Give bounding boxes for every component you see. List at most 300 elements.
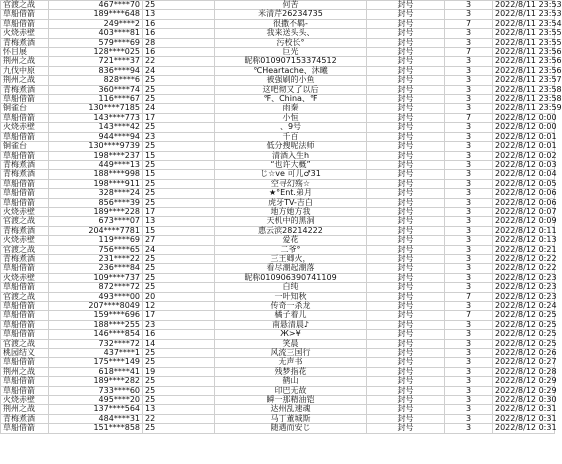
nickname-cell[interactable]: 被强刷的小鱼 (215, 76, 367, 85)
days-cell[interactable]: 3 (445, 386, 493, 395)
level-cell[interactable]: 20 (143, 292, 215, 301)
action-cell[interactable]: 封号 (367, 236, 445, 245)
level-cell[interactable]: 24 (143, 104, 215, 113)
server-cell[interactable]: 荆州之战 (1, 76, 49, 85)
level-cell[interactable]: 13 (143, 217, 215, 226)
user-id-cell[interactable]: 143****42 (49, 123, 143, 132)
server-cell[interactable]: 草船借箭 (1, 189, 49, 198)
server-cell[interactable]: 青梅煮酒 (1, 160, 49, 169)
user-id-cell[interactable]: 721****37 (49, 57, 143, 66)
days-cell[interactable]: 3 (445, 377, 493, 386)
nickname-cell[interactable]: 笑晨 (215, 339, 367, 348)
nickname-cell[interactable]: 爱花 (215, 236, 367, 245)
level-cell[interactable]: 17 (143, 207, 215, 216)
timestamp-cell[interactable]: 2022/8/12 0:04 (493, 170, 555, 179)
nickname-cell[interactable]: 空寻幻殇☆ (215, 179, 367, 188)
level-cell[interactable]: 25 (143, 160, 215, 169)
days-cell[interactable]: 3 (445, 302, 493, 311)
user-id-cell[interactable]: 231****22 (49, 254, 143, 263)
user-id-cell[interactable]: 189****282 (49, 377, 143, 386)
timestamp-cell[interactable]: 2022/8/12 0:23 (493, 292, 555, 301)
timestamp-cell[interactable]: 2022/8/12 0:28 (493, 367, 555, 376)
nickname-cell[interactable]: 天机中的黑洞 (215, 217, 367, 226)
timestamp-cell[interactable]: 2022/8/11 23:55 (493, 38, 555, 47)
days-cell[interactable]: 3 (445, 151, 493, 160)
timestamp-cell[interactable]: 2022/8/12 0:22 (493, 264, 555, 273)
user-id-cell[interactable]: 188****998 (49, 170, 143, 179)
level-cell[interactable]: 15 (143, 226, 215, 235)
action-cell[interactable]: 封号 (367, 48, 445, 57)
timestamp-cell[interactable]: 2022/8/12 0:13 (493, 236, 555, 245)
timestamp-cell[interactable]: 2022/8/12 0:11 (493, 226, 555, 235)
user-id-cell[interactable]: 467****70 (49, 1, 143, 10)
server-cell[interactable]: 草船借箭 (1, 179, 49, 188)
user-id-cell[interactable]: 732****72 (49, 339, 143, 348)
nickname-cell[interactable]: 、9号 (215, 123, 367, 132)
server-cell[interactable]: 草船借箭 (1, 424, 49, 433)
days-cell[interactable]: 3 (445, 339, 493, 348)
user-id-cell[interactable]: 493****00 (49, 292, 143, 301)
timestamp-cell[interactable]: 2022/8/12 0:25 (493, 339, 555, 348)
server-cell[interactable]: 官渡之战 (1, 245, 49, 254)
user-id-cell[interactable]: 189****228 (49, 207, 143, 216)
user-id-cell[interactable]: 198****237 (49, 151, 143, 160)
nickname-cell[interactable]: ★°Ent.弟月 (215, 189, 367, 198)
nickname-cell[interactable]: 二爷° (215, 245, 367, 254)
days-cell[interactable]: 3 (445, 160, 493, 169)
days-cell[interactable]: 3 (445, 123, 493, 132)
user-id-cell[interactable]: 495****20 (49, 396, 143, 405)
days-cell[interactable]: 3 (445, 57, 493, 66)
user-id-cell[interactable]: 856****39 (49, 198, 143, 207)
user-id-cell[interactable]: 137****564 (49, 405, 143, 414)
action-cell[interactable]: 封号 (367, 273, 445, 282)
nickname-cell[interactable]: 无声书 (215, 358, 367, 367)
level-cell[interactable]: 25 (143, 377, 215, 386)
server-cell[interactable]: 铜雀台 (1, 104, 49, 113)
level-cell[interactable]: 28 (143, 38, 215, 47)
nickname-cell[interactable]: 何苦 (215, 1, 367, 10)
user-id-cell[interactable]: 159****696 (49, 311, 143, 320)
user-id-cell[interactable]: 449****13 (49, 160, 143, 169)
nickname-cell[interactable]: 巨光 (215, 48, 367, 57)
server-cell[interactable]: 官渡之战 (1, 217, 49, 226)
level-cell[interactable]: 19 (143, 367, 215, 376)
server-cell[interactable]: 荆州之战 (1, 405, 49, 414)
server-cell[interactable]: 青梅煮酒 (1, 226, 49, 235)
nickname-cell[interactable]: 虎牙TV-吉白 (215, 198, 367, 207)
level-cell[interactable]: 12 (143, 302, 215, 311)
timestamp-cell[interactable]: 2022/8/12 0:27 (493, 358, 555, 367)
nickname-cell[interactable]: 惠云滨28214222 (215, 226, 367, 235)
user-id-cell[interactable]: 437****1 (49, 349, 143, 358)
nickname-cell[interactable]: 低分搜呢法师 (215, 142, 367, 151)
action-cell[interactable]: 封号 (367, 1, 445, 10)
level-cell[interactable]: 25 (143, 198, 215, 207)
days-cell[interactable]: 3 (445, 1, 493, 10)
nickname-cell[interactable]: 鹤山 (215, 377, 367, 386)
level-cell[interactable]: 25 (143, 76, 215, 85)
days-cell[interactable]: 3 (445, 189, 493, 198)
timestamp-cell[interactable]: 2022/8/12 0:09 (493, 217, 555, 226)
days-cell[interactable]: 3 (445, 367, 493, 376)
action-cell[interactable]: 封号 (367, 292, 445, 301)
action-cell[interactable]: 封号 (367, 264, 445, 273)
timestamp-cell[interactable]: 2022/8/12 0:24 (493, 302, 555, 311)
server-cell[interactable]: 火烧赤壁 (1, 236, 49, 245)
timestamp-cell[interactable]: 2022/8/12 0:00 (493, 123, 555, 132)
days-cell[interactable]: 7 (445, 19, 493, 28)
server-cell[interactable]: 草船借箭 (1, 151, 49, 160)
server-cell[interactable]: 草船借箭 (1, 311, 49, 320)
level-cell[interactable]: 13 (143, 10, 215, 19)
level-cell[interactable]: 25 (143, 283, 215, 292)
level-cell[interactable]: 14 (143, 339, 215, 348)
days-cell[interactable]: 7 (445, 311, 493, 320)
timestamp-cell[interactable]: 2022/8/11 23:57 (493, 76, 555, 85)
server-cell[interactable]: 草船借箭 (1, 320, 49, 329)
server-cell[interactable]: 草船借箭 (1, 377, 49, 386)
timestamp-cell[interactable]: 2022/8/12 0:03 (493, 160, 555, 169)
action-cell[interactable]: 封号 (367, 170, 445, 179)
days-cell[interactable]: 3 (445, 245, 493, 254)
action-cell[interactable]: 封号 (367, 349, 445, 358)
days-cell[interactable]: 7 (445, 48, 493, 57)
days-cell[interactable]: 3 (445, 29, 493, 38)
level-cell[interactable]: 25 (143, 273, 215, 282)
server-cell[interactable]: 桃园结义 (1, 349, 49, 358)
action-cell[interactable]: 封号 (367, 85, 445, 94)
action-cell[interactable]: 封号 (367, 179, 445, 188)
days-cell[interactable]: 3 (445, 198, 493, 207)
days-cell[interactable]: 3 (445, 236, 493, 245)
days-cell[interactable]: 7 (445, 292, 493, 301)
days-cell[interactable]: 3 (445, 283, 493, 292)
nickname-cell[interactable]: 南悬清晨♪ (215, 320, 367, 329)
timestamp-cell[interactable]: 2022/8/12 0:06 (493, 198, 555, 207)
nickname-cell[interactable]: じ☆ve 可儿♂31 (215, 170, 367, 179)
nickname-cell[interactable]: ℉、China、℉ (215, 95, 367, 104)
user-id-cell[interactable]: 119****69 (49, 236, 143, 245)
level-cell[interactable]: 25 (143, 95, 215, 104)
nickname-cell[interactable]: 清酒入生h (215, 151, 367, 160)
timestamp-cell[interactable]: 2022/8/12 0:01 (493, 142, 555, 151)
level-cell[interactable]: 25 (143, 349, 215, 358)
server-cell[interactable]: 荆州之战 (1, 367, 49, 376)
level-cell[interactable]: 25 (143, 123, 215, 132)
nickname-cell[interactable]: 传奇一杀龙 (215, 302, 367, 311)
server-cell[interactable]: 官渡之战 (1, 1, 49, 10)
server-cell[interactable]: 官渡之战 (1, 339, 49, 348)
action-cell[interactable]: 封号 (367, 38, 445, 47)
nickname-cell[interactable]: 污校长° (215, 38, 367, 47)
user-id-cell[interactable]: 360****74 (49, 85, 143, 94)
timestamp-cell[interactable]: 2022/8/12 0:26 (493, 349, 555, 358)
days-cell[interactable]: 3 (445, 10, 493, 19)
nickname-cell[interactable]: 白纯 (215, 283, 367, 292)
server-cell[interactable]: 火烧赤壁 (1, 29, 49, 38)
days-cell[interactable]: 3 (445, 358, 493, 367)
nickname-cell[interactable]: 残梦指花 (215, 367, 367, 376)
user-id-cell[interactable]: 403****81 (49, 29, 143, 38)
server-cell[interactable]: 青梅煮酒 (1, 414, 49, 423)
days-cell[interactable]: 3 (445, 414, 493, 423)
user-id-cell[interactable]: 236****84 (49, 264, 143, 273)
days-cell[interactable]: 3 (445, 85, 493, 94)
user-id-cell[interactable]: 673****07 (49, 217, 143, 226)
nickname-cell[interactable]: 昵称010907153374512 (215, 57, 367, 66)
timestamp-cell[interactable]: 2022/8/12 0:31 (493, 424, 555, 433)
nickname-cell[interactable]: 米清芹26234735 (215, 10, 367, 19)
days-cell[interactable]: 3 (445, 264, 493, 273)
timestamp-cell[interactable]: 2022/8/11 23:56 (493, 48, 555, 57)
timestamp-cell[interactable]: 2022/8/12 0:31 (493, 414, 555, 423)
timestamp-cell[interactable]: 2022/8/11 23:58 (493, 85, 555, 94)
user-id-cell[interactable]: 130****9739 (49, 142, 143, 151)
days-cell[interactable]: 3 (445, 217, 493, 226)
server-cell[interactable]: 火烧赤壁 (1, 207, 49, 216)
nickname-cell[interactable]: ℃Heartache、沐曦 (215, 66, 367, 75)
level-cell[interactable]: 25 (143, 142, 215, 151)
user-id-cell[interactable]: 109****737 (49, 273, 143, 282)
days-cell[interactable]: 3 (445, 320, 493, 329)
days-cell[interactable]: 3 (445, 170, 493, 179)
nickname-cell[interactable]: 印巴无故 (215, 386, 367, 395)
action-cell[interactable]: 封号 (367, 123, 445, 132)
nickname-cell[interactable]: 三王卿火， (215, 254, 367, 263)
user-id-cell[interactable]: 944****94 (49, 132, 143, 141)
level-cell[interactable]: 16 (143, 48, 215, 57)
level-cell[interactable]: 25 (143, 386, 215, 395)
action-cell[interactable]: 封号 (367, 66, 445, 75)
action-cell[interactable]: 封号 (367, 377, 445, 386)
server-cell[interactable]: 火烧赤壁 (1, 273, 49, 282)
nickname-cell[interactable]: 地方她方我 (215, 207, 367, 216)
action-cell[interactable]: 封号 (367, 57, 445, 66)
action-cell[interactable]: 封号 (367, 424, 445, 433)
action-cell[interactable]: 封号 (367, 104, 445, 113)
action-cell[interactable]: 封号 (367, 302, 445, 311)
action-cell[interactable]: 封号 (367, 95, 445, 104)
nickname-cell[interactable]: 达州乱速魂 (215, 405, 367, 414)
level-cell[interactable]: 17 (143, 113, 215, 122)
level-cell[interactable]: 25 (143, 1, 215, 10)
action-cell[interactable]: 封号 (367, 245, 445, 254)
days-cell[interactable]: 3 (445, 95, 493, 104)
action-cell[interactable]: 封号 (367, 330, 445, 339)
action-cell[interactable]: 封号 (367, 113, 445, 122)
user-id-cell[interactable]: 130****7185 (49, 104, 143, 113)
user-id-cell[interactable]: 484****31 (49, 414, 143, 423)
level-cell[interactable]: 13 (143, 405, 215, 414)
level-cell[interactable]: 24 (143, 245, 215, 254)
days-cell[interactable]: 7 (445, 113, 493, 122)
days-cell[interactable]: 3 (445, 273, 493, 282)
nickname-cell[interactable]: 随遇而安じ (215, 424, 367, 433)
nickname-cell[interactable]: 很撒不羁- (215, 19, 367, 28)
server-cell[interactable]: 火烧赤壁 (1, 123, 49, 132)
level-cell[interactable]: 25 (143, 396, 215, 405)
user-id-cell[interactable]: 328****24 (49, 189, 143, 198)
action-cell[interactable]: 封号 (367, 320, 445, 329)
timestamp-cell[interactable]: 2022/8/12 0:25 (493, 311, 555, 320)
level-cell[interactable]: 24 (143, 66, 215, 75)
server-cell[interactable]: 火烧赤壁 (1, 396, 49, 405)
level-cell[interactable]: 16 (143, 19, 215, 28)
days-cell[interactable]: 3 (445, 330, 493, 339)
action-cell[interactable]: 封号 (367, 311, 445, 320)
level-cell[interactable]: 25 (143, 254, 215, 263)
timestamp-cell[interactable]: 2022/8/12 0:25 (493, 330, 555, 339)
days-cell[interactable]: 3 (445, 142, 493, 151)
timestamp-cell[interactable]: 2022/8/12 0:23 (493, 283, 555, 292)
user-id-cell[interactable]: 733****60 (49, 386, 143, 395)
nickname-cell[interactable]: 看尽潮起潮落 (215, 264, 367, 273)
server-cell[interactable]: 草船借箭 (1, 198, 49, 207)
timestamp-cell[interactable]: 2022/8/12 0:00 (493, 113, 555, 122)
action-cell[interactable]: 封号 (367, 396, 445, 405)
nickname-cell[interactable]: “也许大概” (215, 160, 367, 169)
server-cell[interactable]: 官渡之战 (1, 292, 49, 301)
server-cell[interactable]: 草船借箭 (1, 302, 49, 311)
user-id-cell[interactable]: 188****255 (49, 320, 143, 329)
server-cell[interactable]: 青梅煮酒 (1, 254, 49, 263)
action-cell[interactable]: 封号 (367, 367, 445, 376)
level-cell[interactable]: 16 (143, 29, 215, 38)
level-cell[interactable]: 25 (143, 424, 215, 433)
level-cell[interactable]: 25 (143, 179, 215, 188)
action-cell[interactable]: 封号 (367, 386, 445, 395)
timestamp-cell[interactable]: 2022/8/11 23:53 (493, 10, 555, 19)
action-cell[interactable]: 封号 (367, 76, 445, 85)
level-cell[interactable]: 25 (143, 358, 215, 367)
user-id-cell[interactable]: 872****72 (49, 283, 143, 292)
action-cell[interactable]: 封号 (367, 217, 445, 226)
timestamp-cell[interactable]: 2022/8/11 23:59 (493, 104, 555, 113)
timestamp-cell[interactable]: 2022/8/12 0:22 (493, 254, 555, 263)
timestamp-cell[interactable]: 2022/8/12 0:31 (493, 405, 555, 414)
user-id-cell[interactable]: 204****7781 (49, 226, 143, 235)
user-id-cell[interactable]: 207****8049 (49, 302, 143, 311)
nickname-cell[interactable]: 瞬一那精油铠 (215, 396, 367, 405)
server-cell[interactable]: 草船借箭 (1, 386, 49, 395)
user-id-cell[interactable]: 189****648 (49, 10, 143, 19)
action-cell[interactable]: 封号 (367, 29, 445, 38)
days-cell[interactable]: 3 (445, 38, 493, 47)
server-cell[interactable]: 草船借箭 (1, 132, 49, 141)
action-cell[interactable]: 封号 (367, 254, 445, 263)
server-cell[interactable]: 怀目展 (1, 48, 49, 57)
days-cell[interactable]: 3 (445, 424, 493, 433)
timestamp-cell[interactable]: 2022/8/11 23:56 (493, 57, 555, 66)
nickname-cell[interactable]: 千百 (215, 132, 367, 141)
level-cell[interactable]: 16 (143, 330, 215, 339)
level-cell[interactable]: 25 (143, 85, 215, 94)
user-id-cell[interactable]: 198****911 (49, 179, 143, 188)
action-cell[interactable]: 封号 (367, 142, 445, 151)
nickname-cell[interactable]: 这吧彻又了以后 (215, 85, 367, 94)
user-id-cell[interactable]: 828****6 (49, 76, 143, 85)
days-cell[interactable]: 3 (445, 226, 493, 235)
server-cell[interactable]: 草船借箭 (1, 19, 49, 28)
user-id-cell[interactable]: 146****854 (49, 330, 143, 339)
action-cell[interactable]: 封号 (367, 198, 445, 207)
server-cell[interactable]: 青梅煮酒 (1, 170, 49, 179)
level-cell[interactable]: 15 (143, 170, 215, 179)
nickname-cell[interactable]: 小恒 (215, 113, 367, 122)
action-cell[interactable]: 封号 (367, 19, 445, 28)
server-cell[interactable]: 草船借箭 (1, 358, 49, 367)
timestamp-cell[interactable]: 2022/8/12 0:29 (493, 386, 555, 395)
level-cell[interactable]: 25 (143, 264, 215, 273)
timestamp-cell[interactable]: 2022/8/12 0:06 (493, 189, 555, 198)
nickname-cell[interactable]: 我来送头头、 (215, 29, 367, 38)
timestamp-cell[interactable]: 2022/8/12 0:23 (493, 273, 555, 282)
user-id-cell[interactable]: 151****858 (49, 424, 143, 433)
action-cell[interactable]: 封号 (367, 226, 445, 235)
server-cell[interactable]: 荆州之战 (1, 57, 49, 66)
timestamp-cell[interactable]: 2022/8/12 0:01 (493, 132, 555, 141)
days-cell[interactable]: 3 (445, 207, 493, 216)
level-cell[interactable]: 22 (143, 414, 215, 423)
action-cell[interactable]: 封号 (367, 207, 445, 216)
user-id-cell[interactable]: 756****65 (49, 245, 143, 254)
user-id-cell[interactable]: 579****69 (49, 38, 143, 47)
action-cell[interactable]: 封号 (367, 339, 445, 348)
server-cell[interactable]: 草船借箭 (1, 330, 49, 339)
timestamp-cell[interactable]: 2022/8/11 23:53 (493, 1, 555, 10)
timestamp-cell[interactable]: 2022/8/12 0:29 (493, 377, 555, 386)
action-cell[interactable]: 封号 (367, 151, 445, 160)
user-id-cell[interactable]: 143****773 (49, 113, 143, 122)
days-cell[interactable]: 3 (445, 396, 493, 405)
user-id-cell[interactable]: 116****67 (49, 95, 143, 104)
timestamp-cell[interactable]: 2022/8/11 23:58 (493, 95, 555, 104)
user-id-cell[interactable]: 175****149 (49, 358, 143, 367)
server-cell[interactable]: 草船借箭 (1, 283, 49, 292)
action-cell[interactable]: 封号 (367, 414, 445, 423)
action-cell[interactable]: 封号 (367, 160, 445, 169)
level-cell[interactable]: 22 (143, 57, 215, 66)
timestamp-cell[interactable]: 2022/8/12 0:21 (493, 245, 555, 254)
server-cell[interactable]: 草船借箭 (1, 113, 49, 122)
nickname-cell[interactable]: 一叶知秋 (215, 292, 367, 301)
days-cell[interactable]: 3 (445, 132, 493, 141)
days-cell[interactable]: 3 (445, 104, 493, 113)
action-cell[interactable]: 封号 (367, 283, 445, 292)
server-cell[interactable]: 铜雀台 (1, 142, 49, 151)
timestamp-cell[interactable]: 2022/8/12 0:30 (493, 396, 555, 405)
nickname-cell[interactable]: 马丁董城斯 (215, 414, 367, 423)
nickname-cell[interactable]: 风流三国行 (215, 349, 367, 358)
timestamp-cell[interactable]: 2022/8/11 23:56 (493, 66, 555, 75)
days-cell[interactable]: 3 (445, 254, 493, 263)
level-cell[interactable]: 27 (143, 236, 215, 245)
user-id-cell[interactable]: 836****94 (49, 66, 143, 75)
action-cell[interactable]: 封号 (367, 10, 445, 19)
level-cell[interactable]: 25 (143, 189, 215, 198)
user-id-cell[interactable]: 128****025 (49, 48, 143, 57)
days-cell[interactable]: 3 (445, 349, 493, 358)
server-cell[interactable]: 青梅煮酒 (1, 85, 49, 94)
server-cell[interactable]: 草船借箭 (1, 264, 49, 273)
action-cell[interactable]: 封号 (367, 132, 445, 141)
user-id-cell[interactable]: 249****2 (49, 19, 143, 28)
nickname-cell[interactable]: 雨秦 (215, 104, 367, 113)
level-cell[interactable]: 17 (143, 311, 215, 320)
days-cell[interactable]: 3 (445, 179, 493, 188)
level-cell[interactable]: 15 (143, 151, 215, 160)
